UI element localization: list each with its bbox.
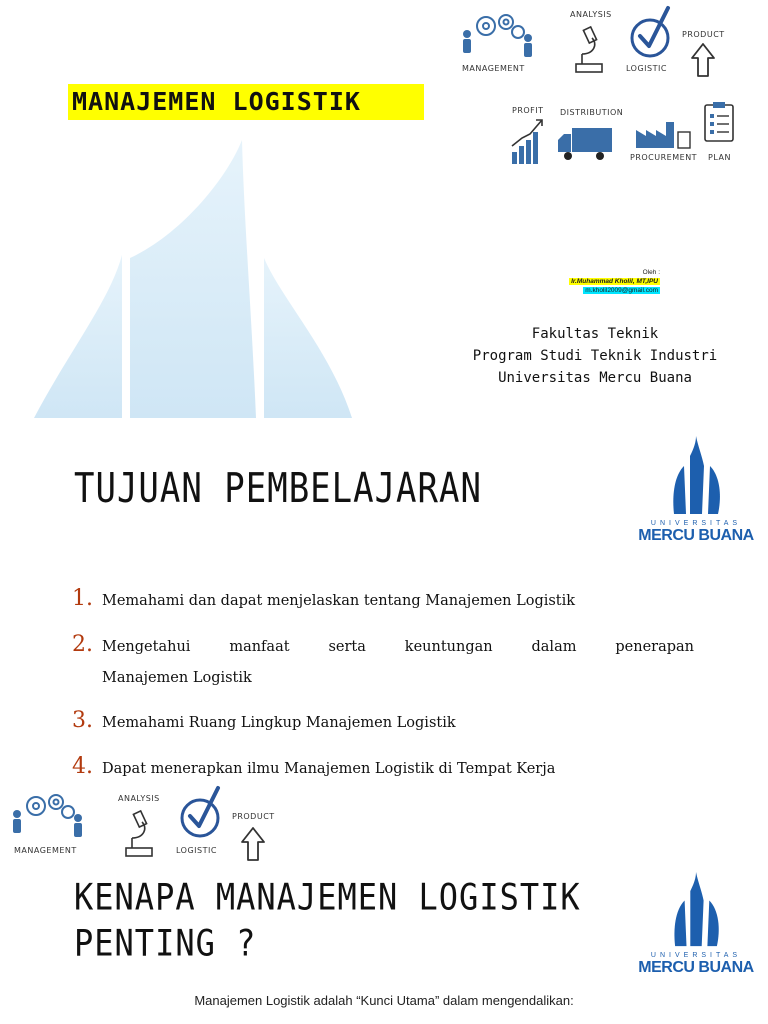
microscope-icon	[120, 808, 160, 860]
objective-number: 2.	[72, 632, 93, 657]
page-title: MANAJEMEN LOGISTIK	[72, 87, 361, 116]
objective-item	[72, 585, 694, 617]
distribution-label: DISTRIBUTION	[560, 108, 624, 117]
objectives-list	[72, 585, 694, 799]
profit-label: PROFIT	[512, 106, 544, 115]
section-title-kenapa	[74, 874, 581, 966]
logistic-label: LOGISTIC	[176, 846, 217, 855]
analysis-label: ANALYSIS	[118, 794, 160, 803]
product-label: PRODUCT	[682, 30, 725, 39]
faculty-line: Fakultas Teknik	[531, 326, 659, 342]
program-line: Program Studi Teknik Industri	[472, 348, 718, 364]
product-label: PRODUCT	[232, 812, 275, 821]
objective-item	[72, 753, 694, 785]
spire-background-graphic	[30, 140, 360, 418]
section-title-line1: KENAPA MANAJEMEN LOGISTIK	[74, 875, 581, 919]
objective-number: 4.	[72, 754, 93, 779]
mercu-buana-logo	[628, 872, 764, 977]
microscope-icon	[570, 24, 610, 76]
arrow-up-icon	[690, 42, 716, 78]
management-icon	[458, 8, 538, 60]
analysis-label: ANALYSIS	[570, 10, 612, 19]
objective-text: Dapat menerapkan ilmu Manajemen Logistik di Tempat Kerja	[102, 761, 556, 777]
section-title-line2: PENTING ?	[74, 921, 257, 965]
objective-text: Memahami dan dapat menjelaskan tentang Manajemen Logistik	[102, 593, 576, 609]
arrow-up-icon	[240, 826, 266, 862]
author-name: Ir.Muhammad Kholil, MT,IPU	[571, 278, 658, 285]
logistic-label: LOGISTIC	[626, 64, 667, 73]
slide-title	[0, 0, 768, 418]
section-title-tujuan: TUJUAN PEMBELAJARAN	[74, 465, 482, 513]
objective-text-continued: Manajemen Logistik	[102, 670, 252, 686]
author-block	[560, 268, 660, 295]
procurement-label: PROCUREMENT	[630, 153, 698, 162]
author-oleh: Oleh :	[642, 269, 660, 276]
logo-mark-icon	[628, 436, 764, 516]
university-line: Universitas Mercu Buana	[498, 370, 692, 386]
objective-text: Mengetahui manfaat serta keuntungan dalam penerapan	[102, 639, 694, 655]
truck-icon	[556, 124, 616, 164]
management-label: MANAGEMENT	[14, 846, 77, 855]
logo-univ-text: UNIVERSITAS	[650, 520, 742, 527]
logo-univ-text: UNIVERSITAS	[650, 952, 742, 959]
objective-number: 3.	[72, 708, 93, 733]
faculty-info	[430, 323, 760, 389]
profit-chart-icon	[508, 116, 548, 166]
checkmark-icon	[628, 4, 674, 62]
management-label: MANAGEMENT	[462, 64, 525, 73]
objective-item	[72, 707, 694, 739]
title-highlight	[68, 84, 424, 120]
clipboard-plan-icon	[702, 100, 736, 144]
checkmark-icon	[178, 784, 224, 842]
objective-text: Memahami Ruang Lingkup Manajemen Logistik	[102, 715, 456, 731]
management-icon	[8, 788, 88, 840]
logo-name-text: MERCU BUANA	[638, 527, 754, 544]
logo-name-text: MERCU BUANA	[638, 959, 754, 976]
author-email: m.kholil2009@gmail.com	[585, 287, 658, 294]
objective-item	[72, 631, 694, 693]
mercu-buana-logo	[628, 436, 764, 545]
factory-icon	[634, 120, 694, 150]
body-text: Manajemen Logistik adalah “Kunci Utama” dalam mengendalikan:	[194, 993, 574, 1008]
objective-number: 1.	[72, 586, 93, 611]
plan-label: PLAN	[708, 153, 731, 162]
logo-mark-icon	[628, 872, 764, 948]
